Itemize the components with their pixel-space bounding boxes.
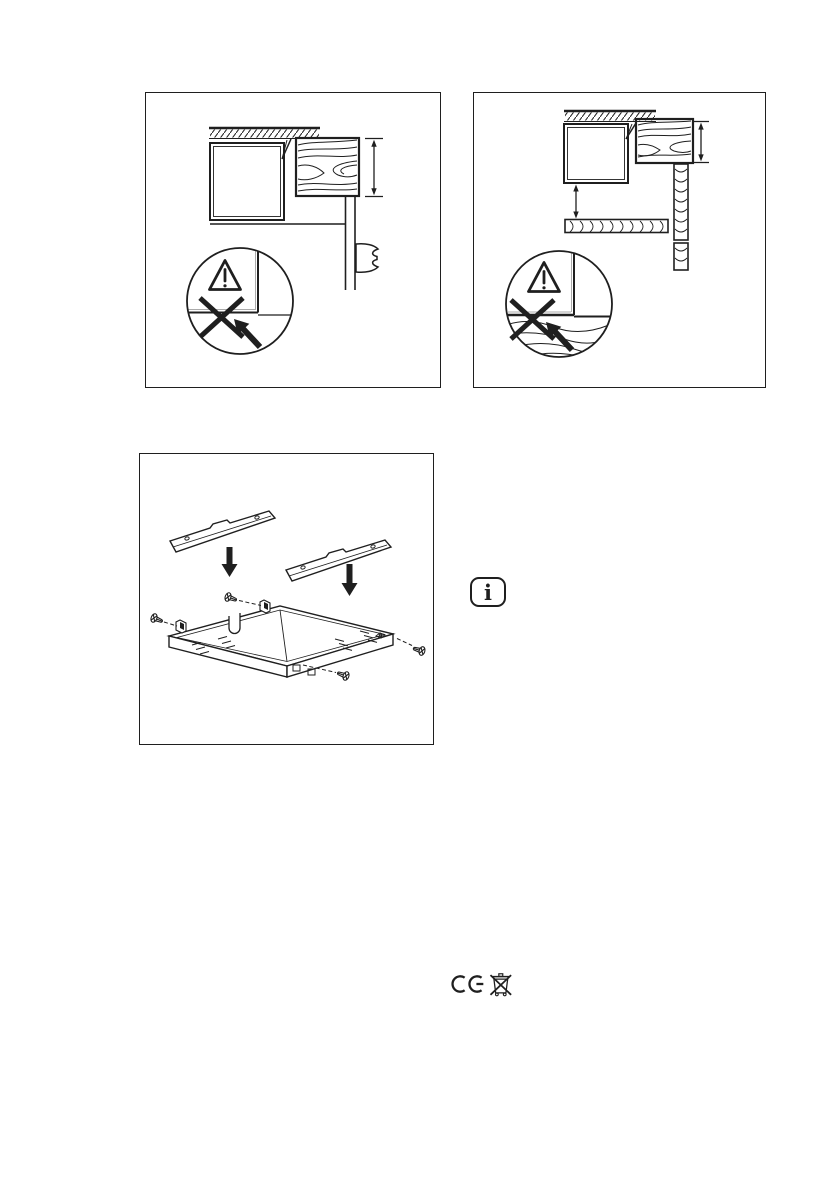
mounting-rail	[286, 540, 391, 581]
screw-icon	[150, 613, 164, 626]
down-arrow-icon	[222, 547, 238, 577]
vertical-panel	[674, 164, 688, 270]
cabinet-side-panel	[346, 196, 356, 290]
warning-triangle-icon	[529, 263, 560, 292]
prohibited-cross-icon	[200, 298, 243, 337]
fig3-drawing	[140, 454, 432, 743]
dimension-arrow-icon	[365, 139, 383, 197]
fig2-drawing	[474, 93, 764, 386]
worktop-cross-section	[636, 119, 693, 163]
down-arrow-icon	[342, 564, 358, 596]
fixing-clamp	[356, 244, 378, 273]
ce-mark-icon	[451, 972, 486, 996]
figure-protection-plate-assembly	[139, 453, 434, 745]
pointer-arrow-icon	[234, 319, 262, 349]
clearance-arrow-icon	[573, 185, 578, 219]
warning-detail-circle	[504, 247, 614, 357]
weee-crossed-bin-icon	[489, 970, 513, 998]
hob-body	[210, 143, 284, 220]
figure-shelf-clearance-warning	[473, 92, 766, 388]
screw-icon	[336, 669, 350, 681]
dimension-arrow-icon	[693, 122, 709, 163]
shelf-cross-section	[565, 220, 668, 233]
warning-triangle-icon	[210, 261, 241, 290]
figure-worktop-overlap-warning	[145, 92, 441, 388]
hob-body	[564, 124, 628, 183]
worktop-cross-section	[296, 138, 359, 196]
pointer-arrow-icon	[546, 322, 574, 352]
screw-icon	[412, 644, 426, 656]
compliance-marks	[451, 968, 513, 1000]
info-icon	[470, 577, 506, 607]
fig1-drawing	[146, 93, 439, 386]
warning-detail-circle	[186, 247, 295, 354]
screw-icon	[224, 592, 238, 604]
protection-plate	[169, 600, 393, 677]
info-icon-glyph: i	[484, 579, 492, 605]
cable-notch	[229, 613, 240, 634]
mounting-rail	[170, 511, 275, 552]
